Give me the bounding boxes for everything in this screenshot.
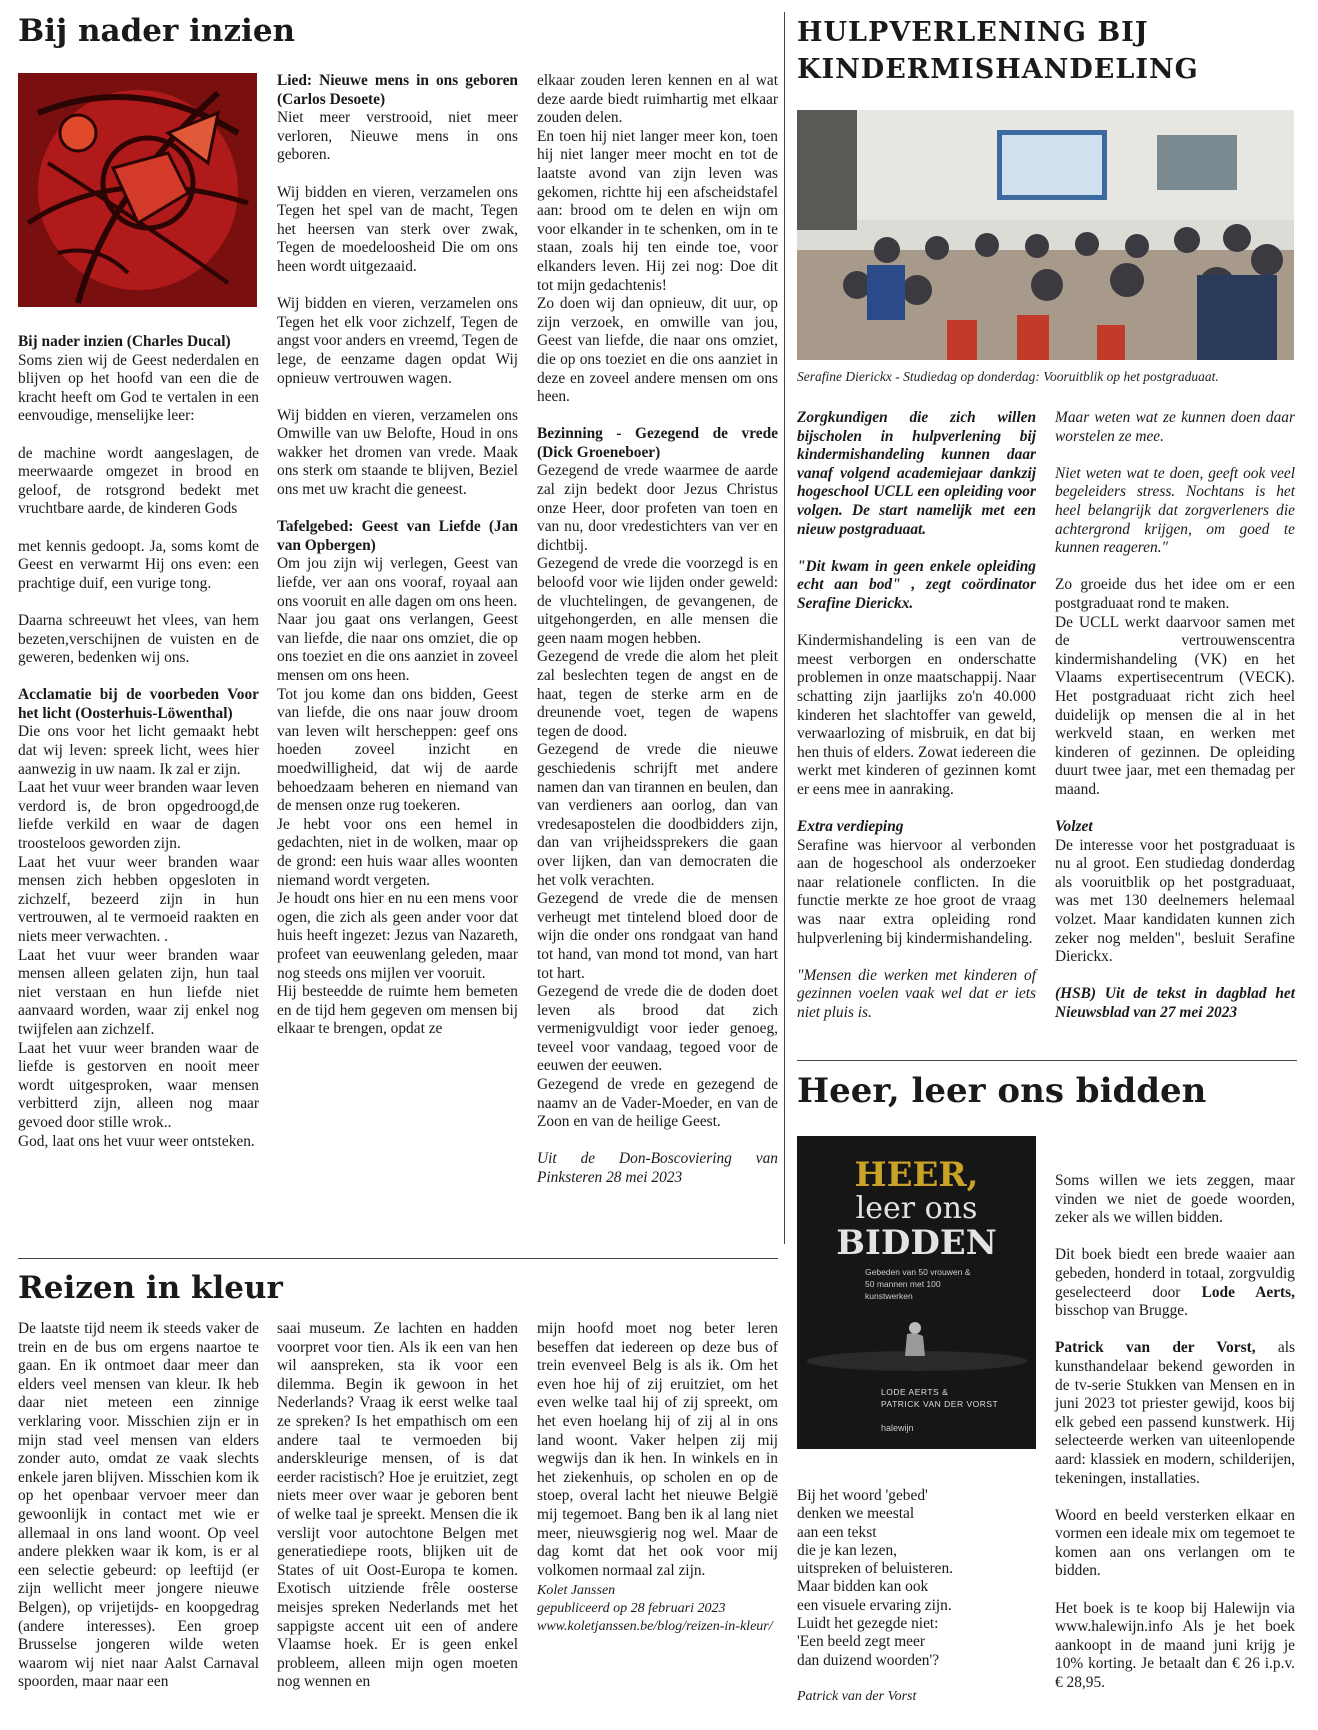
book-author-line-1: LODE AERTS & bbox=[881, 1387, 949, 1397]
section-title-hulpverlening bbox=[797, 14, 1199, 88]
section1-column-1 bbox=[18, 333, 259, 1151]
reizen-signature bbox=[537, 1582, 778, 1636]
section2-column-2 bbox=[1055, 409, 1295, 1041]
paragraph: God, laat ons het vuur weer ontsteken. bbox=[18, 1132, 255, 1150]
paragraph: Die ons voor het licht gemaakt hebt dat wij leven: spreek licht, wees hier aanwezig in uw naam. Ik zal er zijn. bbox=[18, 723, 259, 778]
title-line-2: KINDERMISHANDELING bbox=[797, 54, 1199, 85]
publish-date: gepubliceerd op 28 februari 2023 bbox=[537, 1601, 726, 1617]
paragraph: elkaar zouden leren kennen en al wat deze aarde biedt ruimhartig met elkaar zouden delen. bbox=[537, 72, 778, 127]
paragraph: Naar jou gaat ons verlangen, Geest van liefde, die naar ons omziet, die op ons toeziet en die ons aanziet in zoveel mensen om ons heen. bbox=[277, 611, 518, 684]
poem-line: denken we meestal bbox=[797, 1505, 915, 1523]
paragraph: Kindermishandeling is een van de meest verborgen en onderschatte problemen in onze maatschappij. Naar schatting zijn jaarlijks zo'n 40.000 kinderen het slachtoffer van geweld, verwaarlozing of misbruik, en dat bij hen thuis of elders. Zowat iedereen die werkt met kinderen of gezinnen komt er eens mee in aanraking. bbox=[797, 632, 1036, 798]
reizen-column-3 bbox=[537, 1320, 778, 1636]
paragraph: De interesse voor het postgraduaat is nu al groot. Een studiedag donderdag als vooruitblik op het postgraduaat, was met 130 deelnemers helemaal volzet. Maar kandidaten kunnen zich zeker nog melden", besluit Serafine Dierickx. bbox=[1055, 836, 1295, 966]
paragraph: Wij bidden en vieren, verzamelen ons Omwille van uw Belofte, Houd in ons wakker het dromen van vrede. Maak ons sterk om staande te blijven, Beziel ons met uw kracht die geneest. bbox=[277, 406, 518, 499]
subheading: Acclamatie bij de voorbeden Voor het licht (Oosterhuis-Löwenthal) bbox=[18, 686, 259, 722]
book-paragraph-2 bbox=[1055, 1246, 1295, 1320]
book-cover bbox=[797, 1136, 1036, 1449]
poem-line: aan een tekst bbox=[797, 1523, 877, 1541]
paragraph: Zo doen wij dan opnieuw, dit uur, op zijn verzoek, en omwille van jou, Geest van liefde, die naar ons omziet, die op ons toeziet en die ons aanziet in deze en zoveel andere mensen om ons heen. bbox=[537, 295, 778, 406]
book-title-line-3: BIDDEN bbox=[836, 1223, 997, 1263]
lecture-hall-photo bbox=[797, 110, 1294, 360]
paragraph: Serafine was hiervoor al verbonden aan de hogeschool als onderzoeker naar relationele conflicten. In die functie merkte ze hoe groot de vraag was naar extra opleiding rond hulpverlening bij kindermishandeling. bbox=[797, 836, 1036, 947]
reizen-column-1 bbox=[18, 1320, 259, 1692]
horizontal-divider-left bbox=[18, 1258, 778, 1259]
book-author-line-2: PATRICK VAN DER VORST bbox=[881, 1399, 999, 1409]
paragraph: Gezegend de vrede waarmee de aarde zal zijn bedekt door Jezus Christus onze Heer, door profeten van toen en van nu, door vredestichters van ver en dichtbij. bbox=[537, 462, 778, 554]
poem-line: Maar bidden kan ook bbox=[797, 1578, 929, 1596]
paragraph: Wij bidden en vieren, verzamelen ons Tegen het elk voor zichzelf, Tegen de angst voor anders en vreemd, Tegen de lege, de eenzame dagen opdat Wij opnieuw vertrouwen wagen. bbox=[277, 295, 518, 387]
paragraph: Zo groeide dus het idee om er een postgraduaat rond te maken. bbox=[1055, 576, 1295, 612]
paragraph: Laat het vuur weer branden waar leven verdord is, de bron opgedroogd,de liefde verkild en waar de dagen troosteloos geworden zijn. bbox=[18, 779, 259, 853]
paragraph: Gezegend de vrede die de mensen verheugt met tintelend bloed door de wijn die onder ons rondgaat van hand tot hand, van mond tot mond, van hart tot hart. bbox=[537, 890, 778, 982]
poem-author: Patrick van der Vorst bbox=[797, 1688, 917, 1704]
subheading: Bezinning - Gezegend de vrede (Dick Groeneboer) bbox=[537, 425, 778, 461]
paragraph: Daarna schreeuwt het vlees, van hem bezeten,verschijnen de vuisten en de geweren, bedenken wij ons. bbox=[18, 611, 259, 667]
paragraph: Soms zien wij de Geest nederdalen en blijven op het hoofd van een die de kracht heeft om God te vertalen in een eenvoudige, menselijke leer: bbox=[18, 351, 259, 425]
book-title-line-2: leer ons bbox=[855, 1191, 978, 1226]
section-title-reizen-in-kleur: Reizen in kleur bbox=[18, 1270, 283, 1306]
poem bbox=[797, 1487, 1036, 1706]
paragraph: de machine wordt aangeslagen, de meerwaarde omgezet in brood en geloof, de rotsgrond bedekt met vruchtbare aarde, de kinderen Gods bbox=[18, 444, 259, 518]
paragraph: Je houdt ons hier en nu een mens voor ogen, die zich als geen ander voor dat huis heeft ingezet: Jezus van Nazareth, profeet van eeuwenlang geleden, maar nog steeds ons mijlen ver vooruit. bbox=[277, 890, 518, 982]
source-url: www.koletjanssen.be/blog/reizen-in-kleur/ bbox=[537, 1619, 773, 1635]
book-paragraph-5: Het boek is te koop bij Halewijn via www.halewijn.info Als je het boek aankoopt in de maand juni krijg je 10% korting. Je betaalt dan € 26 i.p.v. € 28,95. bbox=[1055, 1599, 1295, 1692]
paragraph: De UCLL werkt daarvoor samen met de vertrouwenscentra kindermishandeling (VK) en het Vlaams expertisecentrum (VECK). Het postgraduaat richt zich heel duidelijk op mensen die al in het werkveld staan, en werken met kinderen of gezinnen. De opleiding duurt twee jaar, met een themadag per maand. bbox=[1055, 613, 1295, 798]
section1-column-3 bbox=[537, 72, 778, 1206]
poem-line: 'Een beeld zegt meer bbox=[797, 1633, 925, 1651]
text: Dit boek biedt een brede waaier aan gebeden, honderd in totaal, zorgvuldig geselecteerd door bbox=[1055, 1246, 1295, 1301]
poem-line: een visuele ervaring zijn. bbox=[797, 1596, 952, 1614]
paragraph: Je hebt voor ons een hemel in gedachten, niet in de wolken, maar op de grond: een huis waar alles woonten niemand wordt vergeten. bbox=[277, 815, 518, 889]
book-description bbox=[1055, 1172, 1295, 1693]
text: als kunsthandelaar bekend geworden in de tv-serie Stukken van Mensen en in juni 2023 tot priester gewijd, koos bij elk gebed een passend kunstwerk. Hij selecteerde werken van uiteenlopende aard: klassiek en modern, schilderijen, tekeningen, installaties. bbox=[1055, 1339, 1295, 1487]
paragraph: En toen hij niet langer meer kon, toen hij niet langer meer mocht en tot de laatste avond van zijn leven was gekomen, richtte hij een afscheidstafel aan: brood om te delen en wijn om voor elkander in te schenken, om in te staan, zoals hij ten einde toe, voor elkanders leven. Hij zei nog: Doe dit tot mijn gedachtenis! bbox=[537, 127, 778, 294]
paragraph: Laat het vuur weer branden waar mensen zich hebben opgesloten in zichzelf, bezeerd zijn in hun vertrouwen, al te vermoeid raakten en niets meer verwachten. . bbox=[18, 853, 259, 945]
paragraph: Gezegend de vrede die de doden doet leven als brood dat zich vermenigvuldigt voor ieder genoeg, teveel voor vandaag, tegoed voor de eeuwen der eeuwen. bbox=[537, 983, 778, 1075]
section2-column-1 bbox=[797, 409, 1036, 1041]
book-paragraph-1: Soms willen we iets zeggen, maar vinden we niet de goede woorden, zeker als we willen bidden. bbox=[1055, 1172, 1295, 1227]
paragraph: Gezegend de vrede en gezegend de naamv an de Vader-Moeder, en van de Zoon en van de heilige Geest. bbox=[537, 1076, 778, 1131]
book-paragraph-4: Woord en beeld versterken elkaar en vormen een ideale mix om tegemoet te komen aan ons verlangen om te bidden. bbox=[1055, 1506, 1295, 1580]
paragraph: met kennis gedoopt. Ja, soms komt de Geest en verwarmt Hij ons even: een prachtige duif, een vurige tong. bbox=[18, 537, 259, 592]
reizen-text-3: mijn hoofd moet nog beter leren beseffen dat iedereen op deze bus of trein evenveel Belg is als ik. Om het even hoe hij of zij eruitziet, om het even welke taal hij of zij spreekt, om het even hoelang hij of zij al in ons land woont. Vaker helpen zij mij wegwijs dan ik hen. In winkels en in het ziekenhuis, op scholen en op de stoep, overal lacht het nieuwe België mij tegemoet. Bang ben ik al lang niet meer, nieuwsgierig nog wel. Maar de dag komt dat het ook voor mij volkomen normaal zal zijn. bbox=[537, 1320, 778, 1579]
reizen-text-2: saai museum. Ze lachten en hadden voorpret voor tien. Als ik een van hen wil aanspreken, sta ik voor een dilemma. Begin ik gewoon in het Nederlands? Vraag ik eerst welke taal ze spreken? Is het empathisch om een andere taal te vermoeden bij anderskleurige mensen, of is dat eerder racistisch? Hoe je eruitziet, zegt niets meer over waar je geboren bent of welke taal je spreekt. Mensen die ik verslijt voor autochtone Belgen met generatiediepe roots, blijken uit de States of uit Oost-Europa te komen. Exotisch uitziende frêle oosterse meisjes spreken Nederlands met het sappigste accent uit een of andere Vlaamse hoek. Er is geen enkel probleem, alleen mijn ogen moeten nog wennen en bbox=[277, 1320, 518, 1691]
section-title-bij-nader-inzien: Bij nader inzien bbox=[18, 13, 296, 49]
horizontal-divider-right bbox=[797, 1060, 1297, 1061]
subheading: Bij nader inzien (Charles Ducal) bbox=[18, 333, 231, 350]
stained-glass-image bbox=[18, 73, 257, 307]
lead-text: Zorgkundigen die zich willen bijscholen in hulpverlening bij kindermishandeling kunnen daar vanaf volgend academiejaar dankzij hogeschool UCLL een opleiding voor volgen. De start namelijk met een nieuw postgraduaat. bbox=[797, 409, 1036, 538]
paragraph: Gezegend de vrede die nieuwe geschiedenis schrijft met andere namen dan van tirannen en beulen, dan van verdieners aan oorlog, dan van vredesapostelen die doodbidders zijn, dan van vrijheidssprekers die gaan over lijken, dan van democraten die het volk verachten. bbox=[537, 741, 778, 889]
italic-note: Uit de Don-Boscoviering van Pinksteren 28 mei 2023 bbox=[537, 1150, 778, 1187]
author-name: Kolet Janssen bbox=[537, 1583, 616, 1599]
reizen-column-2 bbox=[277, 1320, 518, 1692]
photo-caption: Serafine Dierickx - Studiedag op donderdag: Vooruitblik op het postgraduaat. bbox=[797, 369, 1219, 384]
poem-line: uitspreken of beluisteren. bbox=[797, 1560, 953, 1578]
italic-note: Maar weten wat ze kunnen doen daar worstelen ze mee. bbox=[1055, 409, 1295, 445]
text: bisschop van Brugge. bbox=[1055, 1302, 1188, 1320]
subheading: Tafelgebed: Geest van Liefde (Jan van Opbergen) bbox=[277, 518, 518, 554]
poem-line: Luidt het gezegde niet: bbox=[797, 1615, 939, 1633]
lead-text: (HSB) Uit de tekst in dagblad het Nieuwsblad van 27 mei 2023 bbox=[1055, 985, 1295, 1021]
subheading: Extra verdieping bbox=[797, 818, 904, 836]
book-paragraph-3 bbox=[1055, 1339, 1295, 1488]
paragraph: Laat het vuur weer branden waar de liefde is gestorven en nooit meer wordt uitgesproken, waar mensen verbitterd zijn, alleen nog maar gevoed door stille wrok.. bbox=[18, 1039, 259, 1131]
poem-line: die je kan lezen, bbox=[797, 1541, 897, 1559]
subheading: Lied: Nieuwe mens in ons geboren (Carlos Desoete) bbox=[277, 72, 518, 108]
poem-line: Bij het woord 'gebed' bbox=[797, 1487, 928, 1504]
book-subtitle: Gebeden van 50 vrouwen & 50 mannen met 100 kunstwerken bbox=[865, 1267, 971, 1301]
paragraph: Wij bidden en vieren, verzamelen ons Tegen het spel van de macht, Tegen het heersen van sterk over zwak, Tegen de moedeloosheid Die om ons heen wordt uitgezaaid. bbox=[277, 183, 518, 275]
bishop-name: Lode Aerts, bbox=[1201, 1283, 1295, 1301]
paragraph: Gezegend de vrede die alom het pleit zal beslechten tegen de angst en de haat, tegen de sterke arm en de dreunende voet, tegen de wapens tegen de dood. bbox=[537, 648, 778, 740]
italic-note: Niet weten wat te doen, geeft ook veel begeleiders stress. Nochtans is het heel belangrijk dat zorgverleners die achtergrond krijgen, om goed te kunnen reageren." bbox=[1055, 464, 1295, 557]
author-name: Patrick van der Vorst, bbox=[1055, 1339, 1256, 1357]
poem-line: dan duizend woorden'? bbox=[797, 1651, 940, 1669]
reizen-text-1: De laatste tijd neem ik steeds vaker de trein en de bus om ergens naartoe te gaan. En ik ontmoet daar meer dan elders veel mensen van kleur. Ik heb daar niet meteen een zinnige verklaring voor. Misschien zijn er in mijn stad veel mensen van elders zonder auto, omdat ze vaak slechts enkele jaren blijven. Misschien kom ik op het openbaar vervoer meer dan gewoonlijk in contact met wie er allemaal in ons land woont. Op veel andere plekken waar ik kom, is er al een selectie gebeurd: op leeftijd (er zijn wellicht meer jongere nieuwe Belgen), op vrijetijds- en koopgedrag (andere interesses). Een groep Brusselse jongeren wilde weten waarom wij niet naar Aalst Carnaval spoorden, maar naar een bbox=[18, 1320, 259, 1691]
paragraph: Gezegend de vrede die voorzegd is en beloofd voor wie lijden onder geweld: de vluchtelingen, de gevangenen, de uitgehongerden, en alle mensen die geen naam mogen hebben. bbox=[537, 555, 778, 647]
italic-note: "Mensen die werken met kinderen of gezinnen voelen vaak wel dat er iets niet pluis is. bbox=[797, 966, 1036, 1021]
section-title-heer-leer-ons-bidden: Heer, leer ons bidden bbox=[797, 1071, 1207, 1111]
book-publisher: halewijn bbox=[881, 1423, 914, 1433]
paragraph: Tot jou kome dan ons bidden, Geest van liefde, die ons naar jouw droom van leven wilt herscheppen: geef ons hoeden zoveel inzicht en moedwilligheid, dat wij de aarde behoedzaam beheren en niemand van de mensen onze rug toekeren. bbox=[277, 685, 518, 815]
paragraph: Om jou zijn wij verlegen, Geest van liefde, ver aan ons vooraf, royaal aan ons vooruit en alle dagen om ons heen. bbox=[277, 555, 518, 610]
vertical-divider bbox=[784, 12, 785, 1244]
section1-column-2 bbox=[277, 72, 518, 1039]
lead-text: "Dit kwam in geen enkele opleiding echt aan bod" , zegt coördinator Serafine Dierickx. bbox=[797, 557, 1036, 612]
paragraph: Niet meer verstrooid, niet meer verloren, Nieuwe mens in ons geboren. bbox=[277, 109, 518, 164]
book-title-line-1: HEER, bbox=[854, 1155, 979, 1195]
title-line-1: HULPVERLENING BIJ bbox=[797, 17, 1149, 48]
paragraph: Hij besteedde de ruimte hem bemeten en de tijd hem gegeven om mensen bij elkaar te brengen, opdat ze bbox=[277, 983, 518, 1038]
subheading: Volzet bbox=[1055, 818, 1093, 836]
paragraph: Laat het vuur weer branden waar mensen alleen gelaten zijn, hun taal niet verstaan en hun liefde niet aanvaard worden, waar zij enkel nog twijfelen aan zichzelf. bbox=[18, 946, 259, 1038]
